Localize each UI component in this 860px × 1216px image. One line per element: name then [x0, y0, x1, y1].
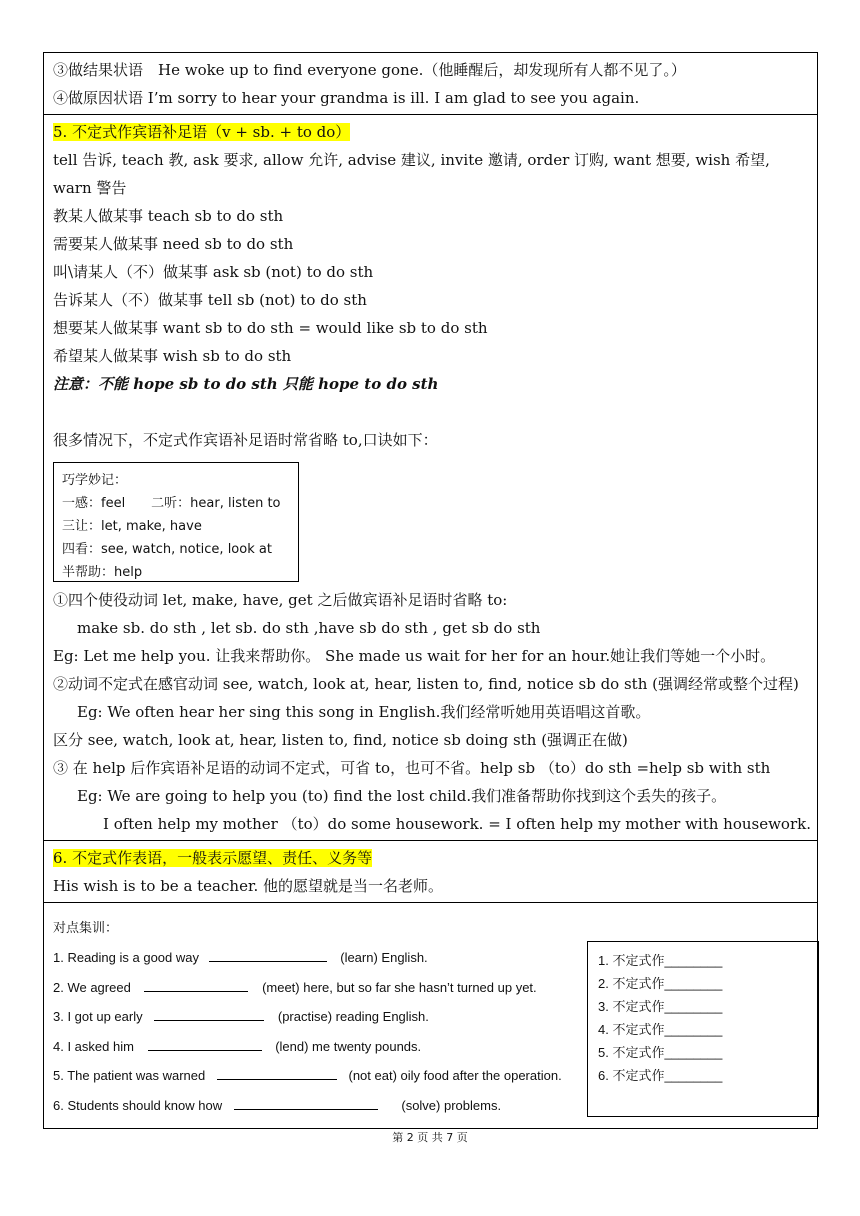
memo-box — [53, 462, 299, 582]
exercise-prompt: 1. Reading is a good way — [53, 950, 199, 965]
rule-line: ①四个使役动词 let, make, have, get 之后做宾语补足语时省略 to: — [53, 591, 508, 609]
exercise-hint: (learn) English. — [340, 950, 428, 965]
answer-blank[interactable] — [234, 1097, 378, 1110]
answer-type-item[interactable]: 4. 不定式作________ — [598, 1022, 723, 1037]
answer-type-item[interactable]: 6. 不定式作________ — [598, 1068, 723, 1083]
rule-line: Eg: Let me help you. 让我来帮助你。 She made us wait for her for an hour.她让我们等她一个小时。 — [53, 647, 776, 665]
exercise-item — [53, 1008, 429, 1024]
exercise-item — [53, 949, 428, 965]
answer-type-box — [587, 941, 819, 1117]
memo-title: 巧学妙记： — [62, 473, 128, 488]
exercise-prompt: 6. Students should know how — [53, 1098, 223, 1113]
exercise-item — [53, 1067, 562, 1083]
memo-line: 半帮助：help — [62, 565, 143, 580]
page-footer: 第 2 页 共 7 页 — [392, 1131, 468, 1144]
exercise-prompt: 4. I asked him — [53, 1039, 134, 1054]
exercise-item — [53, 1038, 421, 1054]
section-object-complement — [44, 115, 817, 841]
exercise-title: 对点集训： — [53, 920, 119, 935]
rule-line: Eg: We are going to help you (to) find the lost child.我们准备帮助你找到这个丢失的孩子。 — [77, 787, 727, 805]
exercise-hint: (lend) me twenty pounds. — [275, 1039, 422, 1054]
section-predicative — [44, 841, 817, 903]
answer-type-item[interactable]: 1. 不定式作________ — [598, 953, 723, 968]
phrase-line: 需要某人做某事 need sb to do sth — [53, 235, 294, 253]
answer-blank[interactable] — [217, 1067, 337, 1080]
section-heading: 5. 不定式作宾语补足语（v + sb. + to do） — [53, 123, 351, 141]
answer-blank[interactable] — [148, 1038, 262, 1051]
section-exercises — [44, 903, 817, 1128]
answer-blank[interactable] — [144, 979, 248, 992]
intro-line: 很多情况下，不定式作宾语补足语时常省略 to,口诀如下： — [53, 431, 438, 449]
phrase-line: 希望某人做某事 wish sb to do sth — [53, 347, 292, 365]
exercise-item — [53, 979, 537, 995]
section-heading: 6. 不定式作表语，一般表示愿望、责任、义务等 — [53, 849, 373, 867]
exercise-item — [53, 1097, 501, 1113]
rule-line: 区分 see, watch, look at, hear, listen to, find, notice sb doing sth (强调正在做) — [53, 731, 628, 749]
answer-type-item[interactable]: 5. 不定式作________ — [598, 1045, 723, 1060]
example-line: His wish is to be a teacher. 他的愿望就是当一名老师。 — [53, 877, 444, 895]
rule-line: ②动词不定式在感官动词 see, watch, look at, hear, listen to, find, notice sb do sth (强调经常或整个过程) — [53, 675, 799, 693]
text-line: ④做原因状语 I’m sorry to hear your grandma is ill. I am glad to see you again. — [53, 89, 640, 107]
content-table — [43, 52, 818, 1129]
rule-line: Eg: We often hear her sing this song in English.我们经常听她用英语唱这首歌。 — [77, 703, 651, 721]
answer-type-item[interactable]: 3. 不定式作________ — [598, 999, 723, 1014]
exercise-hint: (solve) problems. — [401, 1098, 502, 1113]
exercise-prompt: 5. The patient was warned — [53, 1068, 206, 1083]
memo-line: 四看：see, watch, notice, look at — [62, 542, 272, 557]
answer-blank[interactable] — [154, 1008, 264, 1021]
memo-line: 一感：feel 二听：hear, listen to — [62, 496, 281, 511]
exercise-prompt: 2. We agreed — [53, 980, 131, 995]
answer-type-item[interactable]: 2. 不定式作________ — [598, 976, 723, 991]
phrase-line: 告诉某人（不）做某事 tell sb (not) to do sth — [53, 291, 367, 309]
text-line: ③做结果状语 He woke up to find everyone gone.（他睡醒后，却发现所有人都不见了。） — [53, 61, 686, 79]
rule-line: ③ 在 help 后作宾语补足语的动词不定式，可省 to，也可不省。help sb （to）do sth =help sb with sth — [53, 759, 771, 777]
verb-list: tell 告诉, teach 教, ask 要求, allow 允许, advise 建议, invite 邀请, order 订购, want 想要, wish 希望, warn 警告 — [53, 151, 770, 197]
phrase-line: 教某人做某事 teach sb to do sth — [53, 207, 284, 225]
exercise-hint: (not eat) oily food after the operation. — [348, 1068, 562, 1083]
phrase-line: 叫\请某人（不）做某事 ask sb (not) to do sth — [53, 263, 374, 281]
section-adverbial — [44, 53, 817, 115]
exercise-hint: (practise) reading English. — [277, 1009, 429, 1024]
exercise-prompt: 3. I got up early — [53, 1009, 143, 1024]
phrase-line: 想要某人做某事 want sb to do sth = would like sb to do sth — [53, 319, 488, 337]
memo-line: 三让：let, make, have — [62, 519, 202, 534]
rule-line: I often help my mother （to）do some housework. = I often help my mother with housework. — [103, 815, 811, 833]
rule-line: make sb. do sth , let sb. do sth ,have sb do sth , get sb do sth — [77, 619, 541, 637]
exercise-hint: (meet) here, but so far she hasn’t turned up yet. — [262, 980, 537, 995]
note-line: 注意：不能 hope sb to do sth 只能 hope to do sth — [53, 375, 439, 393]
answer-blank[interactable] — [209, 949, 327, 962]
